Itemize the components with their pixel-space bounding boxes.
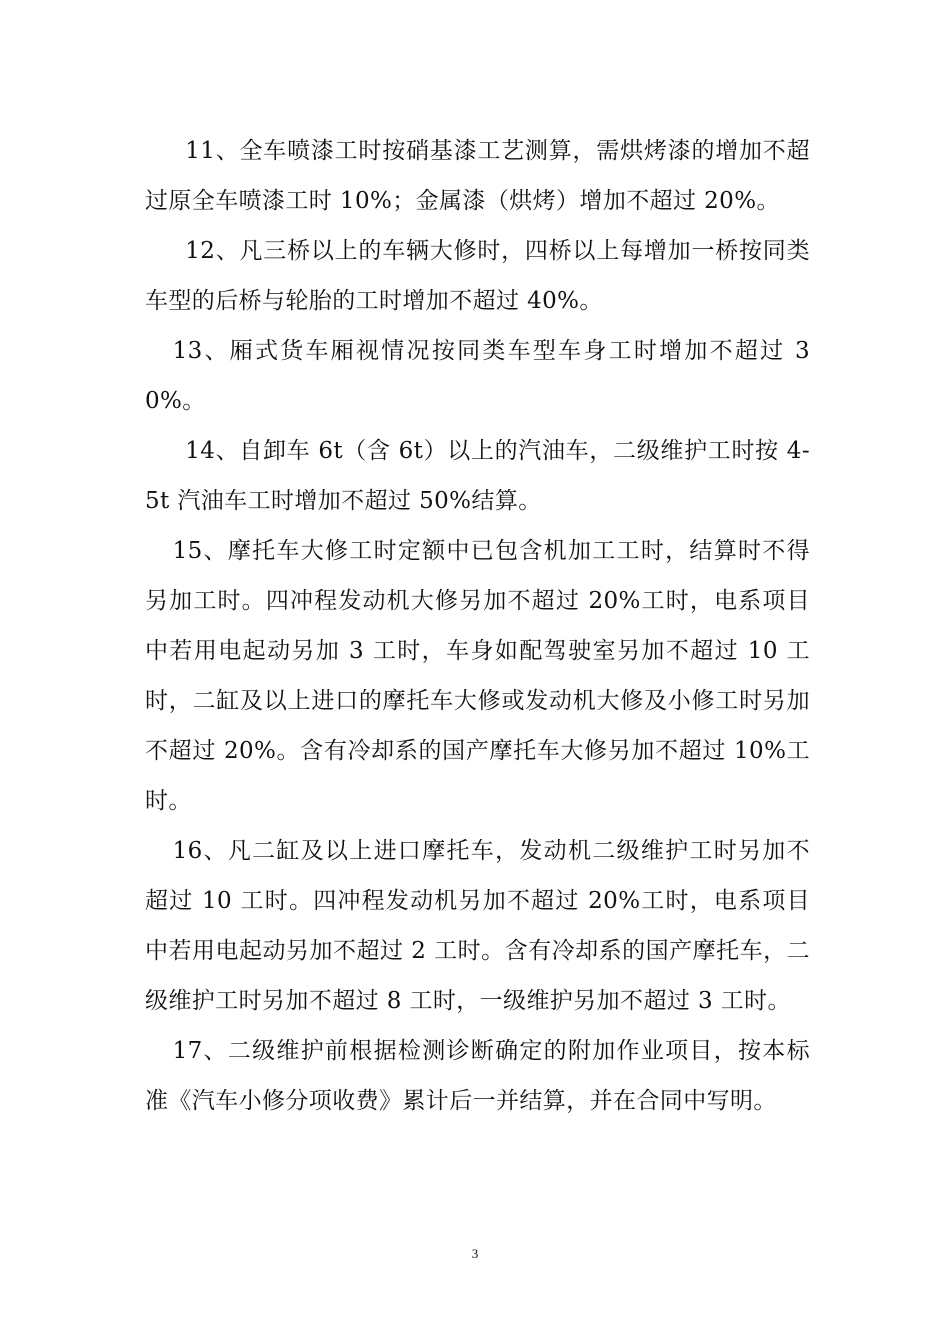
document-body [145,126,810,1126]
page-number: 3 [471,1246,479,1261]
paragraph-12: 12、凡三桥以上的车辆大修时，四桥以上每增加一桥按同类车型的后桥与轮胎的工时增加不超过 40%。 [145,238,810,314]
paragraph-11: 11、全车喷漆工时按硝基漆工艺测算，需烘烤漆的增加不超过原全车喷漆工时 10%；金属漆（烘烤）增加不超过 20%。 [145,138,810,214]
paragraph-15: 15、摩托车大修工时定额中已包含机加工工时，结算时不得另加工时。四冲程发动机大修另加不超过 20%工时，电系项目中若用电起动另加 3 工时，车身如配驾驶室另加不超过 10 工时，二缸及以上进口的摩托车大修或发动机大修及小修工时另加不超过 20%。含有冷却系的国产摩托车大修另加不超过 10%工时。 [145,538,810,814]
paragraph-16: 16、凡二缸及以上进口摩托车，发动机二级维护工时另加不超过 10 工时。四冲程发动机另加不超过 20%工时，电系项目中若用电起动另加不超过 2 工时。含有冷却系的国产摩托车，二级维护工时另加不超过 8 工时，一级维护另加不超过 3 工时。 [145,838,810,1014]
paragraph-13: 13、厢式货车厢视情况按同类车型车身工时增加不超过 30%。 [145,338,810,414]
paragraph-14: 14、自卸车 6t（含 6t）以上的汽油车，二级维护工时按 4-5t 汽油车工时增加不超过 50%结算。 [145,438,810,514]
paragraph-17: 17、二级维护前根据检测诊断确定的附加作业项目，按本标准《汽车小修分项收费》累计后一并结算，并在合同中写明。 [145,1038,810,1114]
